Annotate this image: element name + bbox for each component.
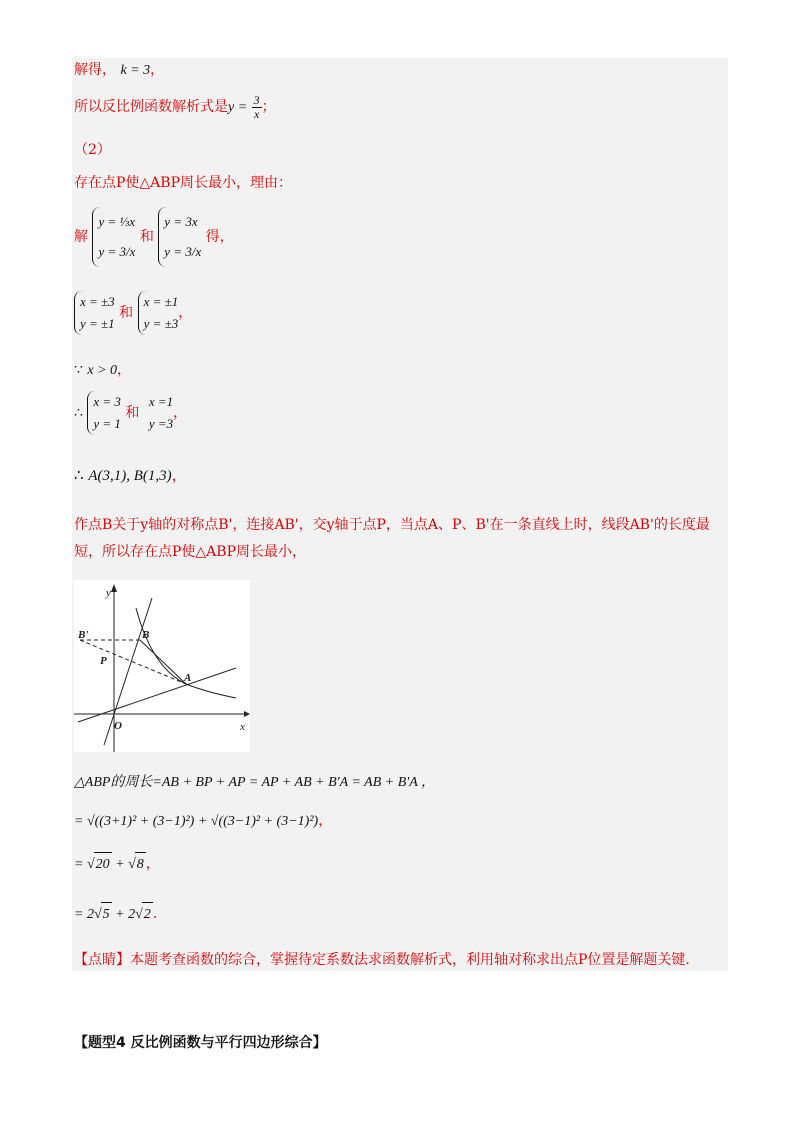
k-value: k = 3	[120, 63, 151, 78]
solve-k-prefix: 解得，	[74, 62, 116, 78]
radicand: 8	[135, 852, 146, 877]
points-ab: A(3,1), B(1,3)	[88, 468, 172, 484]
system-row: x =1	[148, 394, 174, 409]
formula-line	[74, 92, 276, 123]
calc-line-2	[74, 852, 160, 877]
radicand: 20	[94, 852, 112, 877]
fraction-denominator: x	[253, 106, 260, 121]
punct: ，	[171, 466, 187, 484]
punct: ，	[150, 62, 165, 78]
solutions-line	[74, 290, 192, 336]
label-a: A	[184, 672, 192, 684]
system-2	[158, 207, 201, 267]
system-row: y = 3/x	[164, 244, 202, 259]
hyperbola-curve	[136, 608, 236, 698]
dashed-bprime-a	[80, 640, 186, 684]
system-row: y = 3x	[164, 214, 198, 229]
label-b-prime: B'	[78, 629, 89, 641]
calc-line-3: = 2√5 + 2√2 .	[74, 902, 157, 927]
x-axis-arrow-icon	[244, 711, 250, 717]
radicand: 5	[101, 902, 112, 927]
label-x-axis: x	[240, 721, 245, 733]
system-row: y = 1	[93, 416, 121, 431]
label-b: B	[142, 629, 150, 641]
because-line	[74, 360, 131, 381]
formula-fraction	[252, 94, 262, 121]
y-axis-arrow-icon	[111, 584, 117, 592]
formula-prefix: 所以反比例函数解析式是	[74, 99, 228, 115]
solution-2	[138, 291, 179, 335]
solution-3	[87, 391, 121, 435]
line-y-3x	[104, 598, 152, 745]
part-2-label: （2）	[74, 142, 111, 158]
system-row: x = ±1	[143, 294, 179, 309]
punct: ，	[318, 813, 333, 829]
and-word: 和	[125, 405, 140, 421]
system-row: y = ⅓x	[98, 214, 136, 229]
system-row: x = 3	[93, 394, 121, 409]
section-heading: 【题型4 反比例函数与平行四边形综合】	[74, 1035, 327, 1051]
solution-1	[74, 291, 115, 335]
system-row: x = ±3	[80, 294, 115, 309]
because-condition: x > 0	[87, 363, 118, 378]
calc-1-expression: = √((3+1)² + (3−1)²) + √((3−1)² + (3−1)²)	[74, 814, 319, 829]
and-word: 和	[119, 305, 134, 321]
punct: ，	[145, 856, 160, 872]
therefore-symbol: ∴	[74, 405, 83, 421]
punct: ，	[173, 405, 188, 421]
fraction-numerator: 3	[253, 92, 260, 107]
system-row: y = ±3	[143, 316, 179, 331]
figure-svg	[74, 580, 250, 752]
therefore-symbol: ∴	[74, 466, 84, 484]
reflection-explanation: 作点B关于y轴的对称点B'，连接AB'，交y轴于点P，当点A、P、B'在一条直线上时，线段AB'的长度最短，所以存在点P使△ABP周长最小，	[74, 517, 710, 560]
calc-line-1	[74, 808, 332, 835]
get-word: 得，	[205, 229, 234, 245]
calc-2-expression: = √20 + √8	[74, 857, 146, 872]
because-symbol: ∵	[74, 362, 83, 378]
solve-label: 解	[74, 229, 88, 245]
system-row: y =3	[148, 416, 174, 431]
geometry-figure	[74, 580, 250, 752]
radicand: 2	[142, 902, 153, 927]
label-y-axis: y	[106, 587, 111, 599]
perimeter-line	[74, 772, 435, 793]
solve-k-line	[74, 60, 164, 81]
key-point-comment: 【点睛】本题考查函数的综合，掌握待定系数法求函数解析式，利用轴对称求出点P位置是解题关键.	[74, 952, 690, 968]
and-word: 和	[139, 229, 154, 245]
punct: ；	[261, 99, 276, 115]
punct: ，	[117, 362, 132, 378]
formula-lhs: y =	[228, 100, 248, 115]
system-1	[92, 207, 135, 267]
exist-statement: 存在点P使△ABP周长最小，理由：	[74, 175, 293, 191]
calc-3-expression: = 2√5 + 2√2	[74, 907, 153, 922]
therefore-line	[74, 390, 187, 436]
punct: ，	[178, 305, 193, 321]
label-origin: O	[114, 720, 122, 732]
solution-4	[144, 391, 173, 435]
perimeter-formula: △ABP的周长=AB + BP + AP = AP + AB + B'A = AB + B'A ，	[74, 775, 436, 790]
system-row: y = 3/x	[98, 244, 136, 259]
points-line	[74, 462, 187, 489]
system-row: y = ±1	[80, 316, 115, 331]
segment-ba	[140, 640, 186, 684]
label-p: P	[100, 655, 107, 667]
systems-line	[74, 202, 234, 274]
